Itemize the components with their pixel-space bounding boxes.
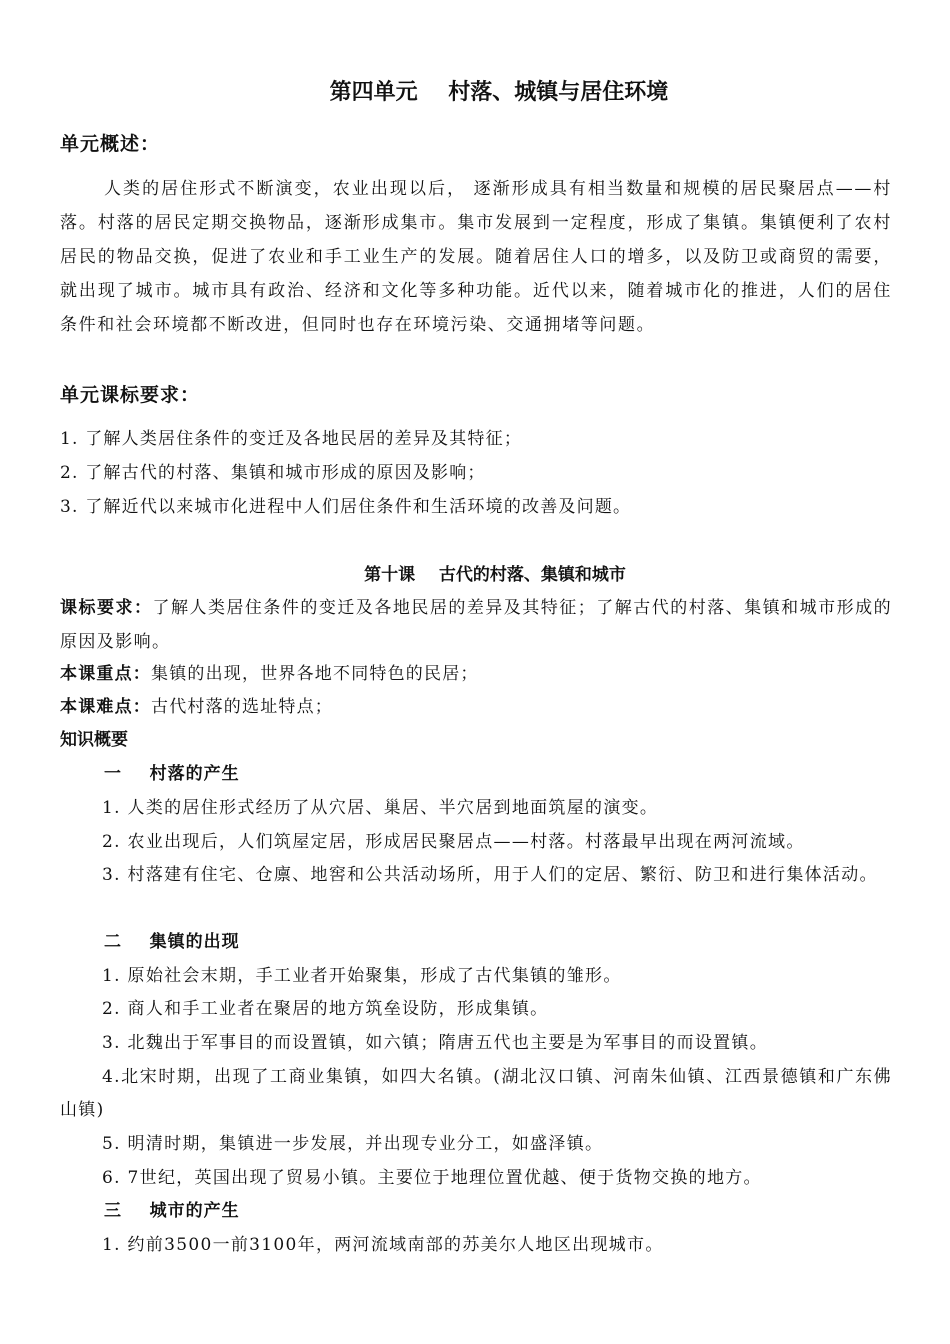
- section-item: 1. 人类的居住形式经历了从穴居、巢居、半穴居到地面筑屋的演变。: [102, 798, 659, 818]
- standards-item: 3. 了解近代以来城市化进程中人们居住条件和生活环境的改善及问题。: [60, 497, 632, 517]
- section-item: 2. 农业出现后，人们筑屋定居，形成居民聚居点——村落。村落最早出现在两河流域。: [102, 832, 805, 852]
- lesson-difficulties: [60, 691, 333, 724]
- section-item: 1. 约前3500一前3100年，两河流域南部的苏美尔人地区出现城市。: [102, 1235, 664, 1255]
- section-heading: 二 集镇的出现: [104, 932, 240, 952]
- lesson-title: 第十课 古代的村落、集镇和城市: [364, 565, 626, 585]
- unit-title: 第四单元 村落、城镇与居住环境: [329, 80, 669, 105]
- section-heading: 三 城市的产生: [104, 1201, 240, 1221]
- overview-heading: 单元概述：: [60, 133, 161, 155]
- lesson-requirements: [60, 591, 892, 659]
- key-points-text: 集镇的出现，世界各地不同特色的民居；: [151, 664, 479, 684]
- difficulties-text: 古代村落的选址特点；: [151, 697, 333, 717]
- difficulties-label: 本课难点：: [60, 697, 151, 717]
- standards-heading: 单元课标要求：: [60, 384, 201, 406]
- section-item: 3. 北魏出于军事目的而设置镇，如六镇；隋唐五代也主要是为军事目的而设置镇。: [102, 1033, 769, 1053]
- standards-item: 1. 了解人类居住条件的变迁及各地民居的差异及其特征；: [60, 429, 523, 449]
- requirements-text: 了解人类居住条件的变迁及各地民居的差异及其特征；了解古代的村落、集镇和城市形成的原因及影响。: [60, 598, 893, 652]
- key-points-label: 本课重点：: [60, 664, 151, 684]
- overview-paragraph: 人类的居住形式不断演变，农业出现以后， 逐渐形成具有相当数量和规模的居民聚居点——村落。村落的居民定期交换物品，逐渐形成集市。集市发展到一定程度，形成了集镇。集镇便利了农村居民的物品交换，促进了农业和手工业生产的发展。随着居住人口的增多，以及防卫或商贸的需要，就出现了城市。城市具有政治、经济和文化等多种功能。近代以来，随着城市化的推进，人们的居住条件和社会环境都不断改进，但同时也存在环境污染、交通拥堵等问题。: [60, 179, 892, 335]
- section-item: 6. 7世纪，英国出现了贸易小镇。主要位于地理位置优越、便于货物交换的地方。: [102, 1168, 762, 1188]
- knowledge-summary-label: 知识概要: [60, 730, 128, 750]
- section-heading: 一 村落的产生: [104, 764, 240, 784]
- section-item: 1. 原始社会末期，手工业者开始聚集，形成了古代集镇的雏形。: [102, 966, 622, 986]
- section-item: 4.北宋时期，出现了工商业集镇，如四大名镇。(湖北汉口镇、河南朱仙镇、江西景德镇和广东佛山镇): [60, 1067, 892, 1120]
- standards-item: 2. 了解古代的村落、集镇和城市形成的原因及影响；: [60, 463, 486, 483]
- section-item: 5. 明清时期，集镇进一步发展，并出现专业分工，如盛泽镇。: [102, 1134, 604, 1154]
- section-item: 3. 村落建有住宅、仓廪、地窖和公共活动场所，用于人们的定居、繁衍、防卫和进行集体活动。: [102, 865, 878, 885]
- section-item: 2. 商人和手工业者在聚居的地方筑垒设防，形成集镇。: [102, 999, 549, 1019]
- lesson-key-points: [60, 658, 479, 691]
- requirements-label: 课标要求：: [60, 598, 153, 618]
